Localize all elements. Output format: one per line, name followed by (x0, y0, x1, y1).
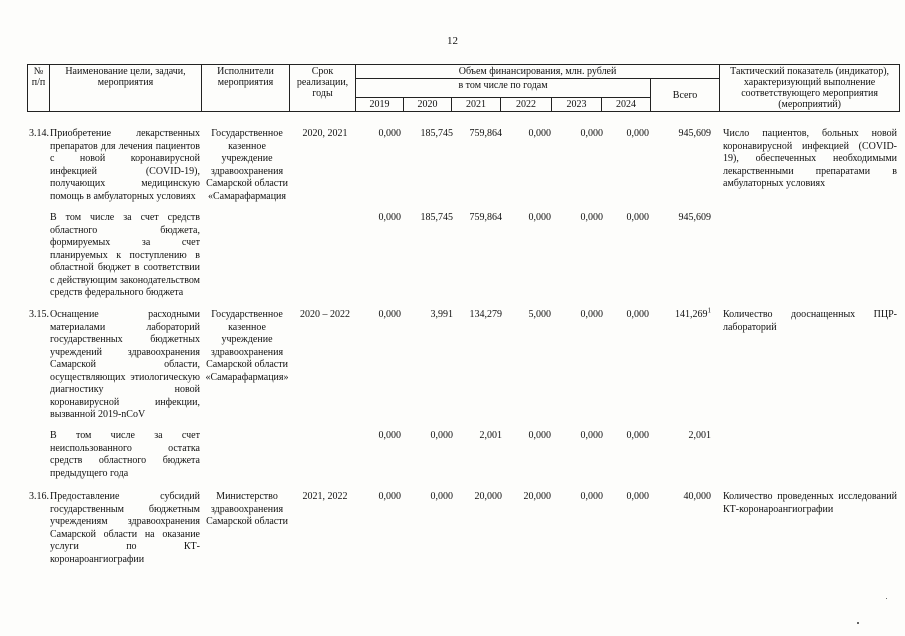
row-total: 945,609 (678, 212, 711, 223)
row-executors: Государственное казенное учреждение здравоохранения Самарской области «Самарафармация (206, 128, 288, 202)
header-year: 2023 (552, 98, 602, 112)
scan-speck (857, 622, 859, 624)
row-value-2021: 134,279 (469, 309, 502, 320)
row-value-2022: 5,000 (528, 309, 551, 320)
row-value-2021: 759,864 (469, 128, 502, 139)
row-value-2019: 0,000 (378, 491, 401, 502)
row-name: В том числе за счет средств областного бюджета, формируемых за счет планируемых к поступлению в областной бюджет в соответствии с действующим законодательством средств федерального бюджета (50, 212, 200, 298)
row-name: Предоставление субсидий государственным бюджетным учреждениям здравоохранения Самарской области на оказание услуги по КТ-коронароангиографии (50, 491, 200, 565)
row-total: 141,269$^1$ (675, 306, 711, 320)
row-value-2019: 0,000 (378, 128, 401, 139)
header-year: 2022 (501, 98, 552, 112)
row-value-2023: 0,000 (580, 491, 603, 502)
table-header (27, 64, 900, 112)
header-year: 2024 (602, 98, 651, 112)
row-value-2022: 0,000 (528, 430, 551, 441)
header-indicator: Тактический показатель (индикатор), характеризующий выполнение соответствующего мероприятия (мероприятий) (720, 65, 900, 112)
header-term: Срок реализации, годы (290, 65, 356, 112)
row-num: 3.14. (29, 128, 49, 139)
row-value-2022: 0,000 (528, 212, 551, 223)
row-value-2024: 0,000 (626, 430, 649, 441)
row-value-2024: 0,000 (626, 491, 649, 502)
header-year: 2020 (404, 98, 452, 112)
row-num: 3.15. (29, 309, 49, 320)
row-name: Оснащение расходными материалами лабораторий государственных бюджетных учреждений здравоохранения Самарской области, осуществляющих этиологическую диагностику новой коронавирусной инфекции, вызванной 2019-nCoV (50, 309, 200, 420)
row-value-2019: 0,000 (378, 212, 401, 223)
row-value-2024: 0,000 (626, 212, 649, 223)
header-year: 2019 (356, 98, 404, 112)
row-term: 2021, 2022 (302, 491, 348, 502)
row-value-2021: 2,001 (479, 430, 502, 441)
row-total: 945,609 (678, 128, 711, 139)
row-value-2020: 185,745 (420, 128, 453, 139)
row-value-2020: 0,000 (430, 491, 453, 502)
header-by-years: в том числе по годам (356, 79, 651, 98)
row-executors: Государственное казенное учреждение здравоохранения Самарской области «Самарафармация» (205, 309, 289, 383)
row-value-2023: 0,000 (580, 430, 603, 441)
header-funding: Объем финансирования, млн. рублей (356, 65, 720, 79)
row-value-2024: 0,000 (626, 309, 649, 320)
row-executors: Министерство здравоохранения Самарской области (206, 491, 288, 527)
row-total: 2,001 (688, 430, 711, 441)
row-term: 2020 – 2022 (300, 309, 350, 320)
header-year: 2021 (452, 98, 501, 112)
row-value-2021: 759,864 (469, 212, 502, 223)
row-name: Приобретение лекарственных препаратов для лечения пациентов с новой коронавирусной инфекцией (COVID-19), получающих медицинскую помощь в амбулаторных условиях (50, 128, 200, 202)
row-value-2022: 20,000 (523, 491, 551, 502)
row-name: В том числе за счет неиспользованного остатка средств областного бюджета предыдущего года (50, 430, 200, 479)
header-total: Всего (651, 79, 720, 112)
row-value-2023: 0,000 (580, 128, 603, 139)
row-value-2020: 185,745 (420, 212, 453, 223)
row-value-2023: 0,000 (580, 212, 603, 223)
header-name: Наименование цели, задачи, мероприятия (50, 65, 202, 112)
row-indicator: Число пациентов, больных новой коронавирусной инфекцией (COVID-19), обеспеченных необходимыми лекарственными препаратами в амбулаторных условиях (723, 128, 897, 189)
scan-speck (886, 598, 887, 599)
row-value-2020: 0,000 (430, 430, 453, 441)
row-value-2024: 0,000 (626, 128, 649, 139)
row-value-2020: 3,991 (430, 309, 453, 320)
row-value-2023: 0,000 (580, 309, 603, 320)
row-term: 2020, 2021 (302, 128, 348, 139)
row-value-2021: 20,000 (474, 491, 502, 502)
row-num: 3.16. (29, 491, 49, 502)
row-value-2019: 0,000 (378, 430, 401, 441)
row-indicator: Количество дооснащенных ПЦР-лабораторий (723, 309, 897, 333)
row-total: 40,000 (683, 491, 711, 502)
row-value-2022: 0,000 (528, 128, 551, 139)
header-executors: Исполнители мероприятия (202, 65, 290, 112)
page-number: 12 (447, 35, 458, 47)
row-value-2019: 0,000 (378, 309, 401, 320)
header-num: № п/п (28, 65, 50, 112)
row-indicator: Количество проведенных исследований КТ-коронароангиографии (723, 491, 897, 515)
